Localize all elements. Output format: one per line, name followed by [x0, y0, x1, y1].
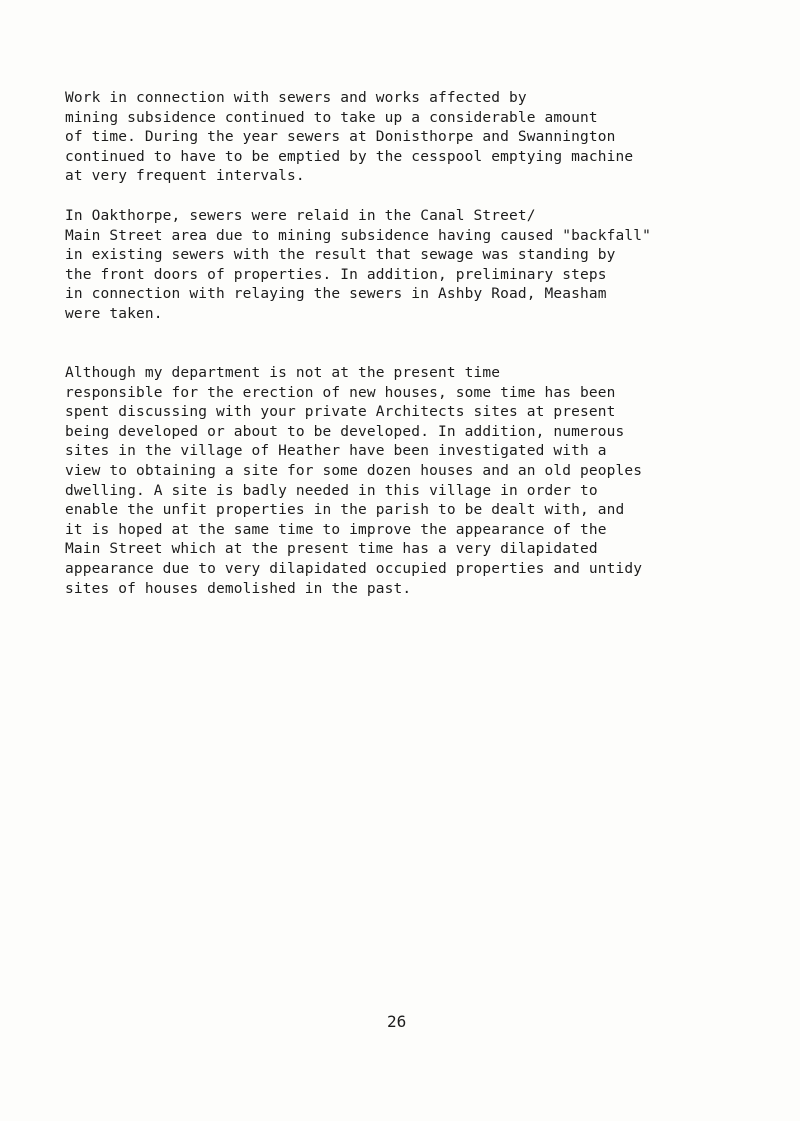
page-number: 26	[387, 1012, 407, 1031]
text-line: dwelling. A site is badly needed in this village in order to	[65, 482, 598, 499]
text-line: enable the unfit properties in the parish to be dealt with, and	[65, 502, 625, 519]
text-line: responsible for the erection of new houses, some time has been	[65, 384, 616, 401]
text-line: of time. During the year sewers at Donisthorpe and Swannington	[65, 129, 616, 146]
text-line: continued to have to be emptied by the cesspool emptying machine	[65, 148, 634, 165]
text-line: Main Street area due to mining subsidence having caused "backfall"	[65, 227, 652, 244]
text-line: sites in the village of Heather have been investigated with a	[65, 443, 607, 460]
text-line: in connection with relaying the sewers in Ashby Road, Measham	[65, 286, 607, 303]
paragraph-oakthorpe-sewers	[65, 207, 755, 325]
text-line: it is hoped at the same time to improve the appearance of the	[65, 521, 607, 538]
text-line: appearance due to very dilapidated occupied properties and untidy	[65, 560, 643, 577]
paragraph-sewers-subsidence	[65, 89, 755, 187]
text-line: mining subsidence continued to take up a considerable amount	[65, 109, 598, 126]
text-line: Although my department is not at the present time	[65, 365, 501, 381]
text-line: Main Street which at the present time has a very dilapidated	[65, 541, 598, 558]
paragraph-housing-sites	[65, 364, 755, 599]
text-line: Work in connection with sewers and works affected by	[65, 90, 527, 106]
text-line: being developed or about to be developed. In addition, numerous	[65, 423, 625, 440]
text-line: view to obtaining a site for some dozen houses and an old peoples	[65, 462, 643, 479]
text-line: In Oakthorpe, sewers were relaid in the Canal Street/	[65, 208, 536, 224]
text-line: spent discussing with your private Architects sites at present	[65, 404, 616, 421]
text-line: in existing sewers with the result that sewage was standing by	[65, 247, 616, 264]
text-line: were taken.	[65, 305, 163, 322]
text-line: sites of houses demolished in the past.	[65, 580, 412, 597]
text-line: the front doors of properties. In addition, preliminary steps	[65, 266, 607, 283]
text-line: at very frequent intervals.	[65, 168, 305, 185]
